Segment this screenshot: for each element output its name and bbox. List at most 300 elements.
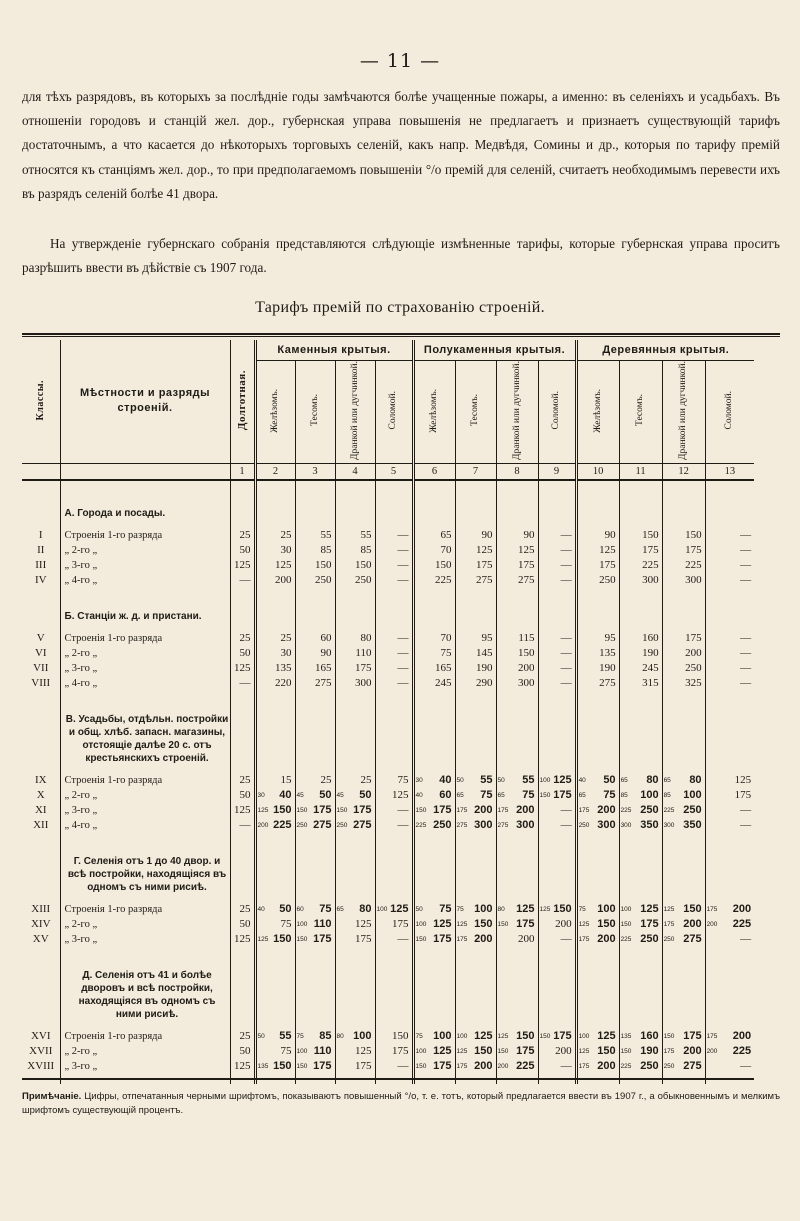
rate-value: 175 [433, 933, 452, 946]
rate-cell [413, 646, 455, 661]
class-numeral: II [37, 544, 45, 557]
rate-value: 75 [280, 1045, 292, 1058]
rate-value: 125 [599, 544, 616, 557]
rate-cell [496, 676, 538, 701]
rate-cell [375, 818, 413, 843]
old-rate: 175 [706, 1033, 718, 1041]
class-numeral: XII [33, 819, 49, 832]
old-rate: 125 [578, 1048, 590, 1056]
rate-value: 150 [553, 903, 572, 916]
subcol-0-2: Дранкой или дугчинкой. [335, 361, 375, 464]
old-rate: 100 [415, 1048, 427, 1056]
rate-cell [455, 558, 496, 573]
rate-value: 90 [481, 529, 493, 542]
rate-value: 200 [555, 918, 572, 931]
rate-value: 290 [476, 677, 493, 690]
group-semistone: Полукаменныя крытыя. [413, 340, 576, 361]
rate-cell [295, 558, 335, 573]
row-label: „ 2-го „ [60, 543, 230, 558]
rate-value: 40 [439, 774, 452, 787]
rate-value: 55 [522, 774, 535, 787]
rate-value: 55 [320, 529, 332, 542]
col-number: 4 [335, 463, 375, 480]
old-rate: 175 [456, 936, 468, 944]
rate-cell [295, 676, 335, 701]
class-numeral: VII [33, 662, 49, 675]
rate-value: 220 [275, 677, 292, 690]
rate-cell [413, 543, 455, 558]
rate-cell [413, 803, 455, 818]
old-rate: 125 [663, 906, 675, 914]
row-label: Строенія 1-го разряда [60, 902, 230, 917]
group-stone: Каменныя крытыя. [255, 340, 413, 361]
rate-value: 200 [597, 1060, 616, 1073]
rate-cell [662, 528, 705, 543]
col-number: 10 [576, 463, 619, 480]
rate-value: — [397, 647, 409, 660]
table-row [22, 573, 754, 598]
table-row [22, 917, 754, 932]
rate-value: 150 [597, 1045, 616, 1058]
old-rate: 300 [663, 822, 675, 830]
rate-value: 250 [640, 804, 659, 817]
rate-value: 125 [234, 1060, 251, 1073]
rate-cell [375, 558, 413, 573]
rate-value: 175 [313, 804, 332, 817]
rate-value: 245 [435, 677, 452, 690]
old-rate: 100 [296, 921, 308, 929]
rate-value: 150 [516, 1030, 535, 1043]
old-rate: 125 [257, 936, 269, 944]
rate-value: 150 [273, 1060, 292, 1073]
rate-value: 50 [319, 789, 332, 802]
rate-cell [230, 661, 255, 676]
old-rate: 75 [578, 906, 586, 914]
rate-cell [496, 1029, 538, 1044]
rate-value: 175 [433, 804, 452, 817]
rate-value: 110 [313, 1045, 332, 1058]
rate-value: — [560, 677, 572, 690]
rate-value: 200 [474, 1060, 493, 1073]
rate-value: 150 [355, 559, 372, 572]
rate-cell [705, 528, 754, 543]
old-rate: 225 [620, 936, 632, 944]
rate-cell [619, 573, 662, 598]
table-row [22, 773, 754, 788]
class-numeral: XV [32, 933, 49, 946]
rate-cell [413, 917, 455, 932]
rate-cell [413, 528, 455, 543]
rate-cell [375, 803, 413, 818]
old-rate: 100 [415, 921, 427, 929]
rate-cell [295, 902, 335, 917]
col-number: 3 [295, 463, 335, 480]
rate-cell [705, 1029, 754, 1044]
old-rate: 40 [257, 906, 265, 914]
rate-value: 300 [642, 574, 659, 587]
rate-value: 160 [640, 1030, 659, 1043]
rate-value: 50 [239, 1045, 251, 1058]
rate-cell [496, 818, 538, 843]
rate-value: 75 [603, 789, 616, 802]
rate-cell [230, 902, 255, 917]
rate-cell [662, 818, 705, 843]
rate-value: 150 [392, 1030, 409, 1043]
rate-value: 250 [683, 804, 702, 817]
rate-cell [619, 528, 662, 543]
rate-value: — [740, 647, 752, 660]
rate-value: 275 [683, 933, 702, 946]
rate-value: 100 [683, 789, 702, 802]
rate-value: 125 [234, 559, 251, 572]
rate-value: — [740, 1060, 752, 1073]
rate-cell [496, 646, 538, 661]
rate-value: 125 [355, 918, 372, 931]
rate-cell [496, 661, 538, 676]
old-rate: 125 [456, 1048, 468, 1056]
rate-cell [255, 543, 295, 558]
class-numeral: XIV [30, 918, 51, 931]
subcol-2-3: Соломой. [705, 361, 754, 464]
rate-value: — [239, 574, 251, 587]
tariff-table [22, 340, 754, 1084]
class-numeral: XVI [30, 1030, 51, 1043]
old-rate: 150 [415, 1063, 427, 1071]
paragraph-1-text: для тѣхъ разрядовъ, въ которыхъ за послѣдніе годы замѣчаются болѣе учащенные пожары, а именно: въ селеніяхъ и усадьбахъ. Въ отношеніи городовъ и станцій жел. дор., губернская управа повышенія не предлагаетъ и признаетъ существующій тарифъ достаточнымъ, а что касается до нѣкоторыхъ торговыхъ селеній, какъ напр. Медвѣдя, Сомины и др., которыя по тарифу премій относятся къ станціямъ жел. дор., то при предполагаемомъ повышеніи °/о премій для селеній, считаетъ необходимымъ перевести ихъ въ разрядъ селеній болѣе 41 двора. [22, 89, 780, 201]
note-text: Цифры, отпечатанныя черными шрифтомъ, показываютъ повышенный °/о, т. е. тотъ, который предлагается ввести въ 1907 г., а обыкновеннымъ и мелкимъ шрифтомъ существующій процентъ. [22, 1091, 781, 1116]
rate-cell [662, 917, 705, 932]
old-rate: 65 [497, 792, 505, 800]
rate-value: 125 [516, 903, 535, 916]
rate-cell [576, 773, 619, 788]
old-rate: 175 [497, 807, 509, 815]
rate-value: 95 [604, 632, 616, 645]
rate-cell [619, 917, 662, 932]
rate-value: 175 [355, 933, 372, 946]
class-numeral: XIII [31, 903, 51, 916]
rate-value: 175 [476, 559, 493, 572]
rate-cell [230, 1044, 255, 1059]
rate-cell [255, 917, 295, 932]
rate-value: 75 [440, 647, 452, 660]
rate-cell [455, 917, 496, 932]
rate-cell [255, 818, 295, 843]
rate-value: 200 [518, 662, 535, 675]
old-rate: 175 [456, 807, 468, 815]
rate-cell [538, 631, 576, 646]
rate-value: 55 [360, 529, 372, 542]
rate-cell [255, 573, 295, 598]
rate-cell [705, 917, 754, 932]
old-rate: 45 [296, 792, 304, 800]
rate-value: 225 [435, 574, 452, 587]
rate-value: 110 [355, 647, 372, 660]
rate-value: 275 [315, 677, 332, 690]
rate-value: 190 [599, 662, 616, 675]
row-label: „ 2-го „ [60, 1044, 230, 1059]
footnote [22, 1090, 780, 1118]
rate-value: — [560, 662, 572, 675]
rate-value: — [560, 574, 572, 587]
old-rate: 150 [539, 1033, 551, 1041]
rate-cell [455, 676, 496, 701]
rate-value: — [397, 544, 409, 557]
rate-cell [335, 932, 375, 957]
rate-cell [255, 646, 295, 661]
rate-cell [455, 818, 496, 843]
rate-value: 115 [518, 632, 535, 645]
rate-cell [496, 932, 538, 957]
rate-value: — [740, 632, 752, 645]
rate-value: 25 [280, 529, 292, 542]
rate-value: 80 [359, 903, 372, 916]
rate-cell [662, 902, 705, 917]
section-title: Г. Селенія отъ 1 до 40 двор. и всѣ постройки, находящіяся въ одномъ съ ними рисиѣ. [60, 843, 230, 902]
rate-cell [705, 932, 754, 957]
rate-value: 85 [319, 1030, 332, 1043]
old-rate: 50 [456, 777, 464, 785]
rate-cell [230, 773, 255, 788]
rate-value: — [397, 529, 409, 542]
rate-cell [455, 646, 496, 661]
old-rate: 40 [415, 792, 423, 800]
note-label: Примѣчаніе. [22, 1091, 82, 1102]
rate-value: 175 [392, 1045, 409, 1058]
rate-cell [619, 902, 662, 917]
rate-cell [662, 573, 705, 598]
rate-value: — [740, 933, 752, 946]
rate-value: — [397, 819, 409, 832]
old-rate: 150 [497, 1048, 509, 1056]
rate-cell [538, 558, 576, 573]
rate-cell [375, 1044, 413, 1059]
rate-value: 125 [234, 933, 251, 946]
old-rate: 225 [620, 1063, 632, 1071]
old-rate: 300 [620, 822, 632, 830]
rate-value: 200 [275, 574, 292, 587]
rate-value: — [397, 1060, 409, 1073]
rate-cell [705, 646, 754, 661]
rate-value: 150 [683, 903, 702, 916]
rate-value: 100 [433, 1030, 452, 1043]
old-rate: 30 [415, 777, 423, 785]
rate-cell [255, 1029, 295, 1044]
rate-cell [705, 543, 754, 558]
rate-cell [705, 573, 754, 598]
rate-value: 50 [239, 918, 251, 931]
old-rate: 250 [663, 1063, 675, 1071]
rate-cell [335, 1044, 375, 1059]
old-rate: 125 [539, 906, 551, 914]
rate-cell [705, 1044, 754, 1059]
old-rate: 150 [620, 921, 632, 929]
rate-cell [705, 902, 754, 917]
rate-cell [375, 543, 413, 558]
rate-value: 85 [320, 544, 332, 557]
rate-value: 200 [683, 1045, 702, 1058]
rate-cell [662, 803, 705, 818]
old-rate: 100 [296, 1048, 308, 1056]
rate-cell [538, 803, 576, 818]
old-rate: 150 [296, 1063, 308, 1071]
old-rate: 150 [336, 807, 348, 815]
rate-value: 100 [353, 1030, 372, 1043]
rate-value: 75 [522, 789, 535, 802]
rate-value: 275 [476, 574, 493, 587]
page-number: — 11 — [359, 50, 441, 72]
rate-cell [295, 1029, 335, 1044]
rate-value: 125 [234, 662, 251, 675]
rate-cell [662, 1029, 705, 1044]
rate-value: 190 [476, 662, 493, 675]
old-rate: 50 [257, 1033, 265, 1041]
old-rate: 60 [296, 906, 304, 914]
rate-cell [375, 528, 413, 543]
rate-cell [538, 818, 576, 843]
rate-cell [662, 676, 705, 701]
old-rate: 75 [415, 1033, 423, 1041]
rate-cell [230, 543, 255, 558]
rate-cell [705, 676, 754, 701]
rate-value: 160 [642, 632, 659, 645]
section-title: В. Усадьбы, отдѣльн. постройки и общ. хлѣб. запасн. магазины, отстоящіе далѣе 20 с. отъ крестьянскихъ строеній. [60, 701, 230, 773]
rate-cell [335, 631, 375, 646]
rate-cell [619, 788, 662, 803]
table-row [22, 543, 754, 558]
rate-value: 25 [239, 903, 251, 916]
old-rate: 150 [663, 1033, 675, 1041]
table-row [22, 631, 754, 646]
section-header [22, 701, 754, 773]
rate-value: 75 [439, 903, 452, 916]
rate-value: 300 [516, 819, 535, 832]
old-rate: 100 [578, 1033, 590, 1041]
rate-cell [496, 631, 538, 646]
rate-cell [496, 573, 538, 598]
paragraph-2-text: На утвержденіе губернскаго собранія представляются слѣдующіе измѣненные тарифы, которые губернская управа проситъ разрѣшить ввести въ дѣйствіе съ 1907 года. [22, 236, 780, 276]
rate-cell [538, 661, 576, 676]
row-label: Строенія 1-го разряда [60, 631, 230, 646]
old-rate: 150 [620, 1048, 632, 1056]
rate-cell [230, 803, 255, 818]
class-numeral: VI [34, 647, 47, 660]
class-numeral: XI [34, 804, 47, 817]
col-number: 8 [496, 463, 538, 480]
rate-cell [538, 932, 576, 957]
rate-cell [619, 558, 662, 573]
rate-cell [255, 788, 295, 803]
rate-value: 50 [279, 903, 292, 916]
rate-value: 200 [555, 1045, 572, 1058]
rate-value: 275 [518, 574, 535, 587]
rate-value: 200 [597, 933, 616, 946]
rate-cell [255, 773, 295, 788]
rate-value: 25 [239, 529, 251, 542]
rate-cell [576, 631, 619, 646]
rate-value: 200 [732, 1030, 752, 1043]
row-label: „ 3-го „ [60, 803, 230, 818]
rate-cell [455, 528, 496, 543]
rate-value: — [397, 632, 409, 645]
table-row [22, 803, 754, 818]
rate-value: 95 [481, 632, 493, 645]
subcol-1-3: Соломой. [538, 361, 576, 464]
rate-value: — [560, 819, 572, 832]
rate-value: 125 [390, 903, 409, 916]
rate-value: 275 [683, 1060, 702, 1073]
rate-cell [538, 1029, 576, 1044]
rate-cell [576, 676, 619, 701]
rate-cell [335, 917, 375, 932]
rate-cell [455, 1044, 496, 1059]
rate-value: 55 [480, 774, 493, 787]
rate-value: 275 [599, 677, 616, 690]
rate-value: 50 [359, 789, 372, 802]
rate-cell [375, 631, 413, 646]
rate-value: 175 [355, 1060, 372, 1073]
rate-cell [705, 773, 754, 788]
old-rate: 85 [663, 792, 671, 800]
rate-value: 25 [239, 632, 251, 645]
head-locality: Мѣстности и разряды строеній. [60, 340, 230, 463]
class-numeral: IV [34, 574, 47, 587]
rate-value: 175 [392, 918, 409, 931]
rate-value: — [560, 559, 572, 572]
class-numeral: III [35, 559, 47, 572]
rate-value: 50 [603, 774, 616, 787]
old-rate: 200 [706, 921, 718, 929]
rate-cell [375, 788, 413, 803]
num-blank-2 [60, 463, 230, 480]
rate-cell [295, 1044, 335, 1059]
old-rate: 125 [578, 921, 590, 929]
old-rate: 200 [706, 1048, 718, 1056]
old-rate: 125 [456, 921, 468, 929]
old-rate: 100 [539, 777, 551, 785]
subcol-0-0: Желѣзомъ. [255, 361, 295, 464]
rate-cell [576, 818, 619, 843]
rate-value: 25 [280, 632, 292, 645]
rate-cell [255, 558, 295, 573]
rate-cell [230, 788, 255, 803]
rate-cell [496, 902, 538, 917]
section-header [22, 957, 754, 1029]
rate-cell [662, 661, 705, 676]
old-rate: 135 [257, 1063, 269, 1071]
rate-cell [619, 818, 662, 843]
rate-value: 225 [273, 819, 292, 832]
rate-cell [295, 573, 335, 598]
col-number: 2 [255, 463, 295, 480]
table-row [22, 902, 754, 917]
row-label: „ 2-го „ [60, 646, 230, 661]
rate-value: — [560, 804, 572, 817]
rate-value: 165 [315, 662, 332, 675]
old-rate: 150 [296, 807, 308, 815]
rate-cell [255, 1044, 295, 1059]
rate-value: 75 [480, 789, 493, 802]
col-number: 9 [538, 463, 576, 480]
rate-cell [295, 543, 335, 558]
rate-cell [619, 773, 662, 788]
rate-cell [295, 528, 335, 543]
rate-value: — [740, 559, 752, 572]
rate-value: 175 [516, 1045, 535, 1058]
rate-value: 175 [355, 662, 372, 675]
table-top-rule [22, 333, 780, 337]
old-rate: 150 [415, 936, 427, 944]
rate-value: 175 [642, 544, 659, 557]
